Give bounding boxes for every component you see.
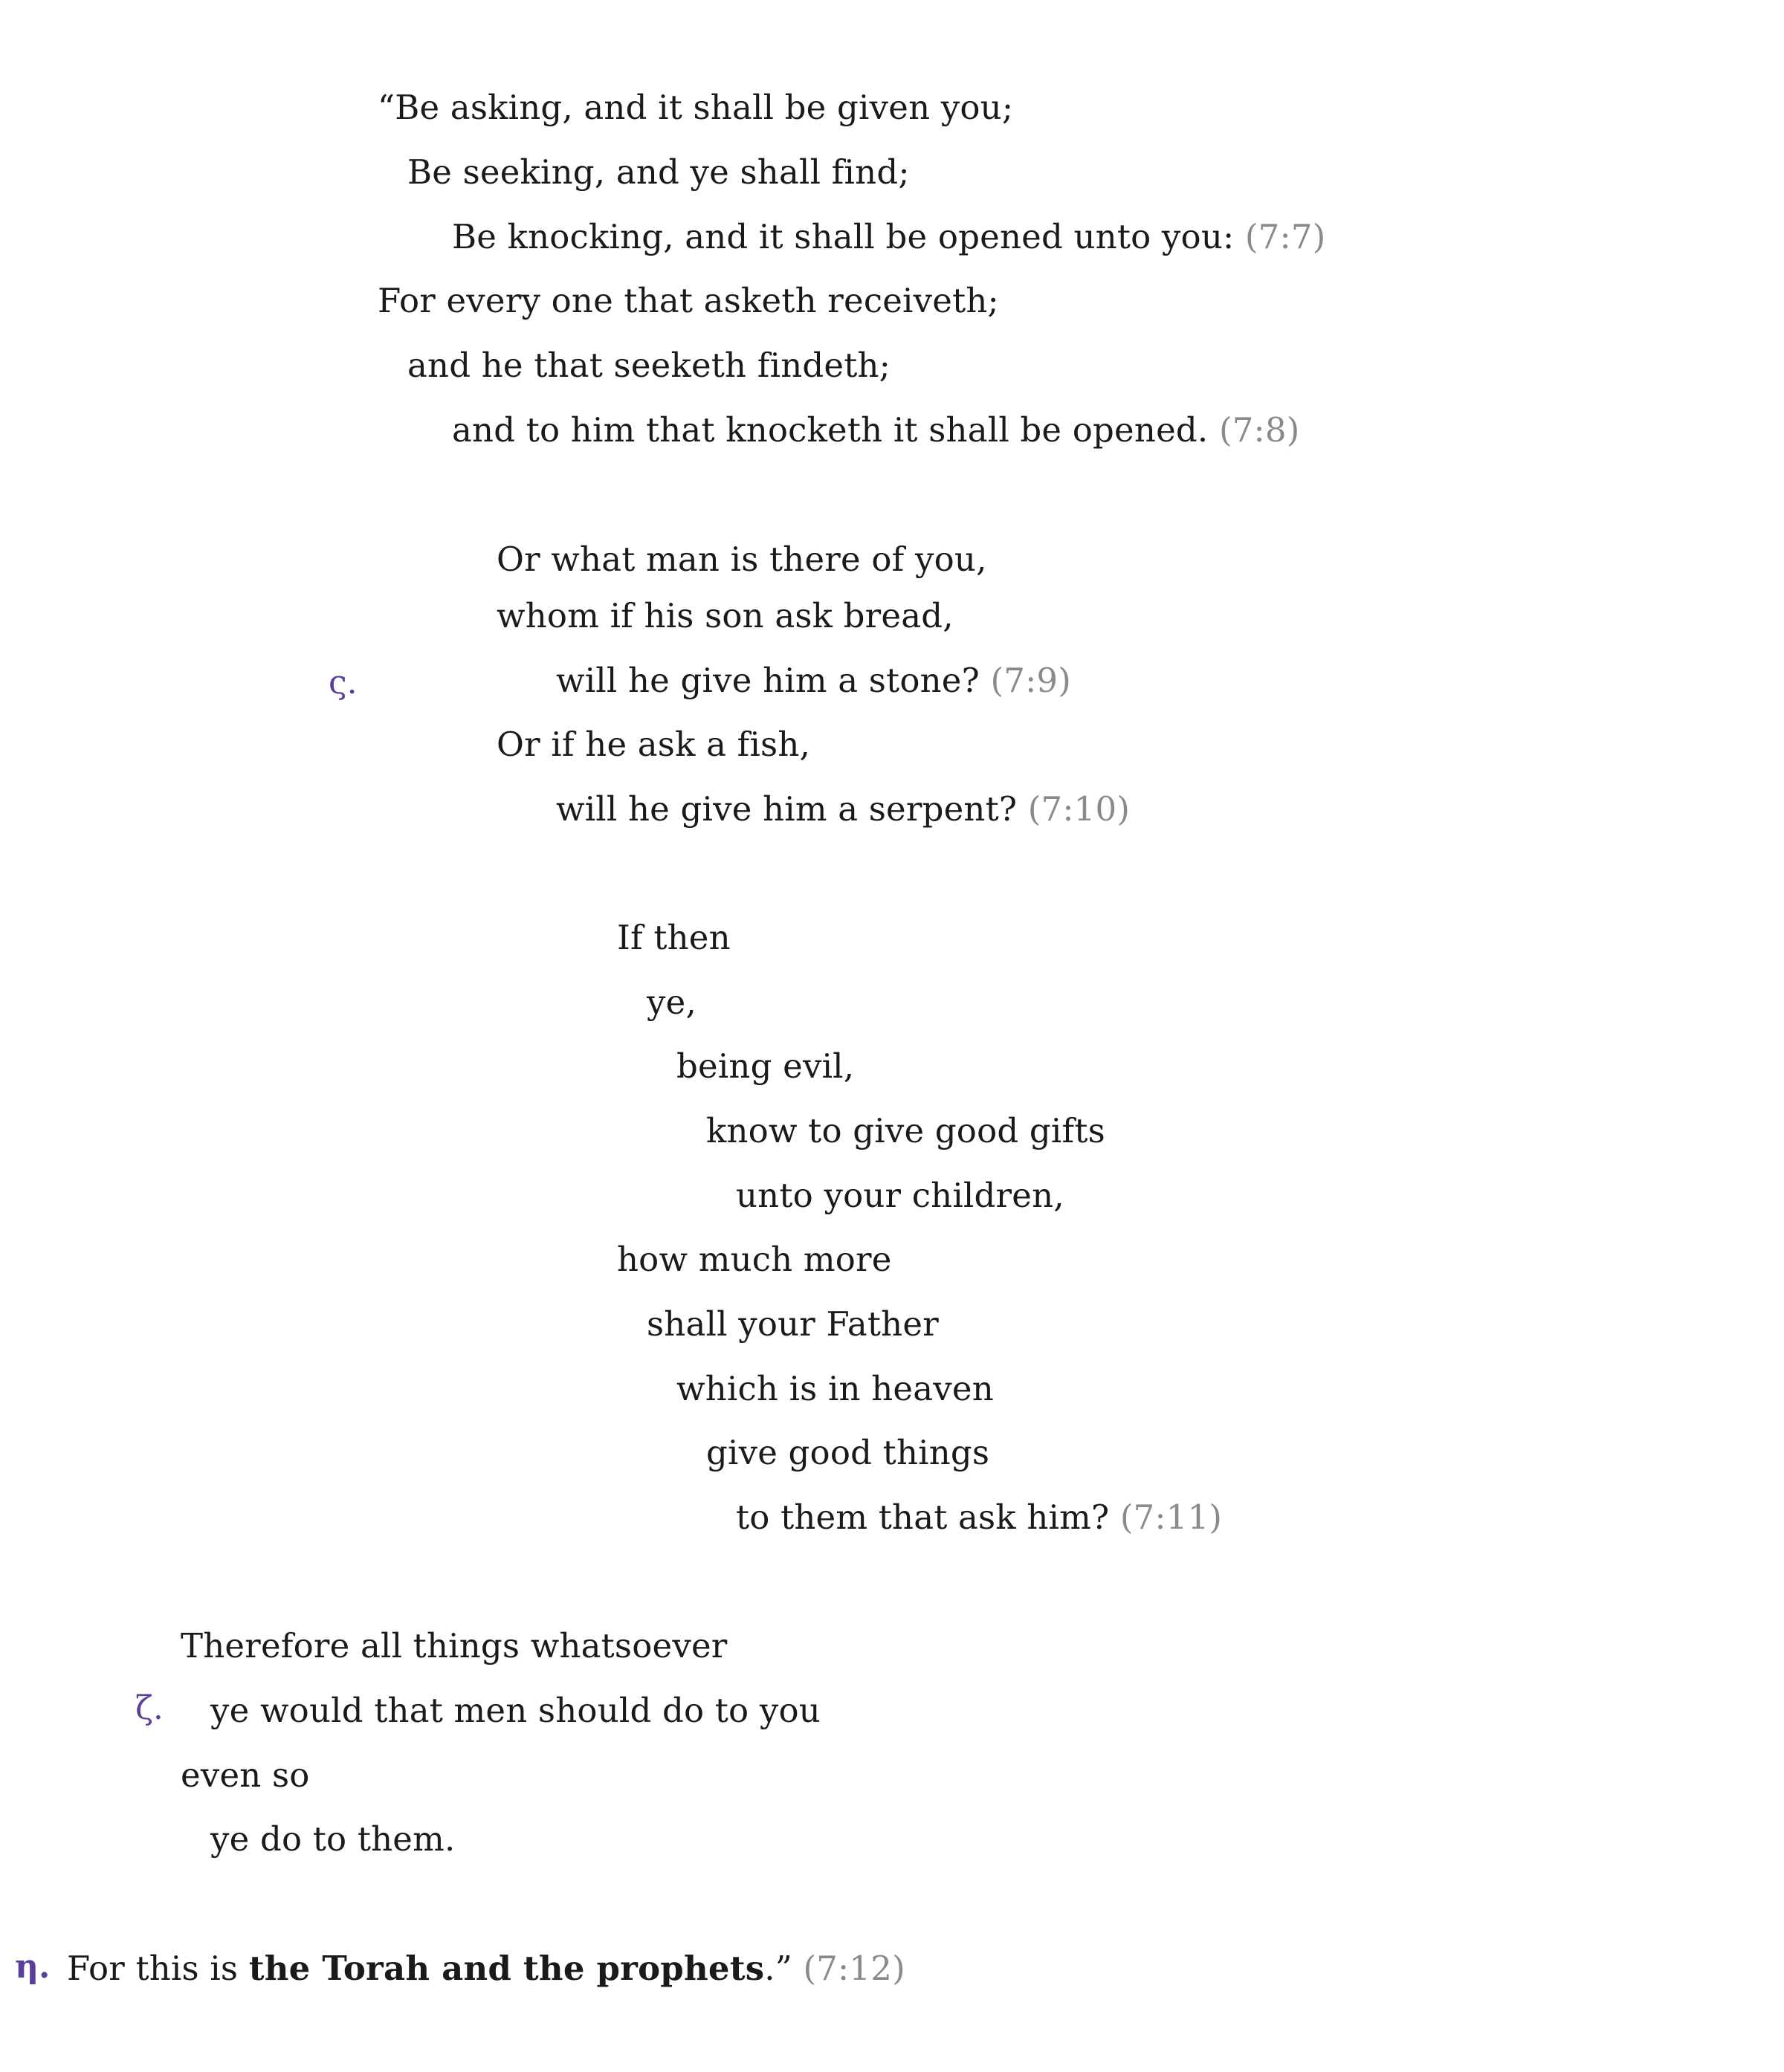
- verse-line: [617, 1240, 892, 1280]
- section-marker: ς.: [329, 664, 358, 702]
- verse-text: being evil,: [676, 1046, 855, 1086]
- verse-line: [452, 217, 1325, 257]
- verse-line: [210, 1819, 456, 1859]
- verse-line: [181, 1755, 310, 1796]
- verse-text: Or what man is there of you,: [497, 540, 987, 579]
- verse-text: give good things: [706, 1433, 990, 1472]
- verse-text: Be knocking, and it shall be opened unto you:: [452, 217, 1235, 256]
- verse-line: [647, 1304, 939, 1344]
- verse-line: [617, 918, 731, 958]
- verse-line: [736, 1176, 1064, 1216]
- verse-text: .”: [764, 1949, 792, 1988]
- verse-line: [452, 410, 1299, 450]
- verse-line: [181, 1626, 728, 1666]
- verse-line: [378, 281, 999, 321]
- verse-line: [676, 1369, 994, 1409]
- verse-text: For every one that asketh receiveth;: [378, 281, 999, 320]
- verse-reference: (7:7): [1244, 217, 1326, 256]
- verse-line: [706, 1111, 1105, 1151]
- verse-text: to them that ask him?: [736, 1498, 1110, 1537]
- verse-text: how much more: [617, 1240, 892, 1279]
- verse-text: even so: [181, 1755, 310, 1795]
- verse-line: [210, 1691, 821, 1731]
- verse-reference: (7:9): [990, 661, 1072, 700]
- verse-line: [497, 725, 810, 765]
- verse-text: shall your Father: [647, 1304, 939, 1344]
- verse-line: [407, 346, 891, 386]
- verse-line: [497, 540, 987, 580]
- verse-text: which is in heaven: [676, 1369, 994, 1408]
- verse-text: “Be asking, and it shall be given you;: [378, 88, 1014, 127]
- verse-text: Therefore all things whatsoever: [181, 1626, 728, 1665]
- section-marker: η.: [15, 1948, 51, 1986]
- verse-text: whom if his son ask bread,: [497, 596, 954, 635]
- verse-text: will he give him a serpent?: [556, 789, 1018, 829]
- verse-line: [378, 88, 1013, 128]
- verse-reference: (7:10): [1027, 789, 1131, 829]
- verse-text: and he that seeketh findeth;: [407, 346, 891, 385]
- verse-line: [556, 661, 1071, 701]
- verse-emphasis: the Torah and the prophets: [248, 1949, 765, 1988]
- verse-text: For this is: [67, 1949, 249, 1988]
- verse-text: know to give good gifts: [706, 1111, 1105, 1150]
- verse-text: and to him that knocketh it shall be opened.: [452, 410, 1209, 450]
- verse-line: [407, 152, 910, 192]
- verse-text: ye,: [647, 982, 697, 1022]
- verse-line: [556, 789, 1130, 829]
- verse-reference: (7:8): [1218, 410, 1300, 450]
- section-marker: ζ.: [135, 1689, 164, 1727]
- verse-line: [706, 1433, 989, 1473]
- verse-line: [67, 1949, 905, 1989]
- verse-line: [676, 1046, 854, 1087]
- verse-line: [647, 982, 697, 1023]
- verse-text: If then: [617, 918, 731, 957]
- verse-text: ye do to them.: [210, 1819, 456, 1859]
- verse-line: [736, 1498, 1222, 1538]
- verse-text: unto your children,: [736, 1176, 1064, 1215]
- verse-text: will he give him a stone?: [556, 661, 980, 700]
- verse-text: ye would that men should do to you: [210, 1691, 821, 1730]
- verse-line: [497, 596, 954, 636]
- verse-text: Or if he ask a fish,: [497, 725, 811, 764]
- verse-reference: (7:11): [1119, 1498, 1223, 1537]
- verse-reference: (7:12): [803, 1949, 905, 1988]
- verse-text: Be seeking, and ye shall find;: [407, 152, 910, 192]
